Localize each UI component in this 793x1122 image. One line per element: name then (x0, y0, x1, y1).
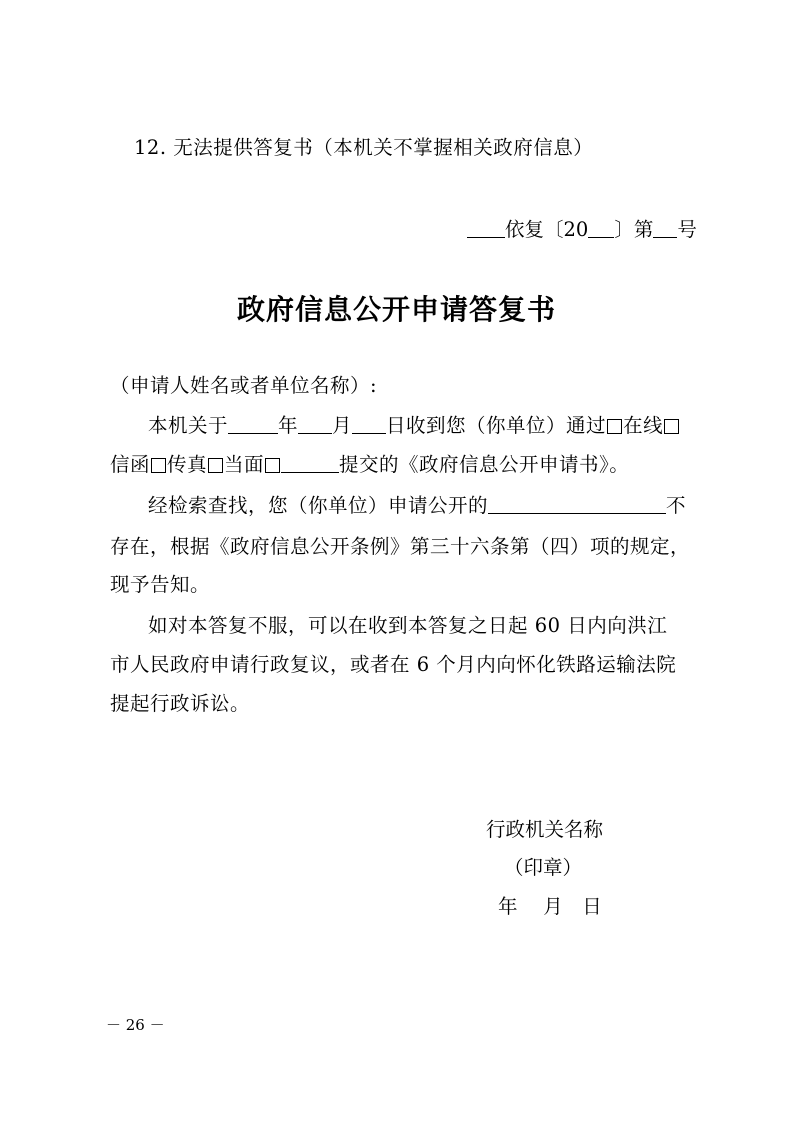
para3-line3: 提起行政诉讼。 (110, 692, 251, 715)
para1-month-label: 月 (332, 414, 353, 437)
letter-label: 信函 (110, 453, 151, 476)
salutation: （申请人姓名或者单位名称）: (110, 374, 378, 397)
page-number: － 26 － (106, 1016, 165, 1034)
other-method-blank (281, 454, 339, 473)
para3-line1: 如对本答复不服，可以在收到本答复之日起 60 日内向洪江 (148, 614, 668, 637)
document-title: 政府信息公开申请答复书 (236, 293, 556, 326)
year-blank (228, 415, 278, 434)
other-checkbox[interactable] (265, 458, 280, 473)
signature-org: 行政机关名称 (486, 818, 604, 841)
requested-info-blank (488, 495, 666, 514)
letter-checkbox[interactable] (664, 419, 679, 434)
doc-number-part2: 〕第 (614, 218, 654, 241)
para2-line3: 现予告知。 (110, 573, 211, 596)
in-person-label: 当面 (224, 453, 265, 476)
document-number (467, 214, 697, 242)
online-checkbox[interactable] (607, 419, 622, 434)
para2-line2: 存在，根据《政府信息公开条例》第三十六条第（四）项的规定， (110, 535, 691, 558)
para1-submit-text: 提交的《政府信息公开申请书》。 (339, 453, 630, 476)
para2-text: 经检索查找，您（你单位）申请公开的 (148, 494, 489, 517)
month-blank (298, 415, 332, 434)
signature-seal: （印章） (504, 856, 583, 879)
para3-line2: 市人民政府申请行政复议，或者在 6 个月内向怀化铁路运输法院 (110, 653, 677, 676)
doc-seq-blank (653, 219, 677, 238)
day-blank (352, 415, 386, 434)
section-heading: 12. 无法提供答复书（本机关不掌握相关政府信息） (134, 136, 594, 159)
fax-label: 传真 (167, 453, 208, 476)
online-label: 在线 (623, 414, 664, 437)
fax-checkbox[interactable] (151, 458, 166, 473)
doc-prefix-blank (467, 219, 505, 238)
doc-number-part3: 号 (677, 218, 697, 241)
doc-number-part1: 依复〔20 (505, 218, 589, 241)
doc-year-blank (588, 219, 614, 238)
para1-text: 本机关于 (148, 414, 229, 437)
para1-line2 (110, 453, 629, 477)
para2-line1 (148, 494, 686, 518)
para1-via-text: 日收到您（你单位）通过 (386, 414, 607, 437)
in-person-checkbox[interactable] (208, 458, 223, 473)
signature-date: 年 月 日 (498, 895, 602, 918)
para1-line1 (148, 414, 680, 438)
para1-year-label: 年 (278, 414, 299, 437)
para2-text-end: 不 (666, 494, 687, 517)
